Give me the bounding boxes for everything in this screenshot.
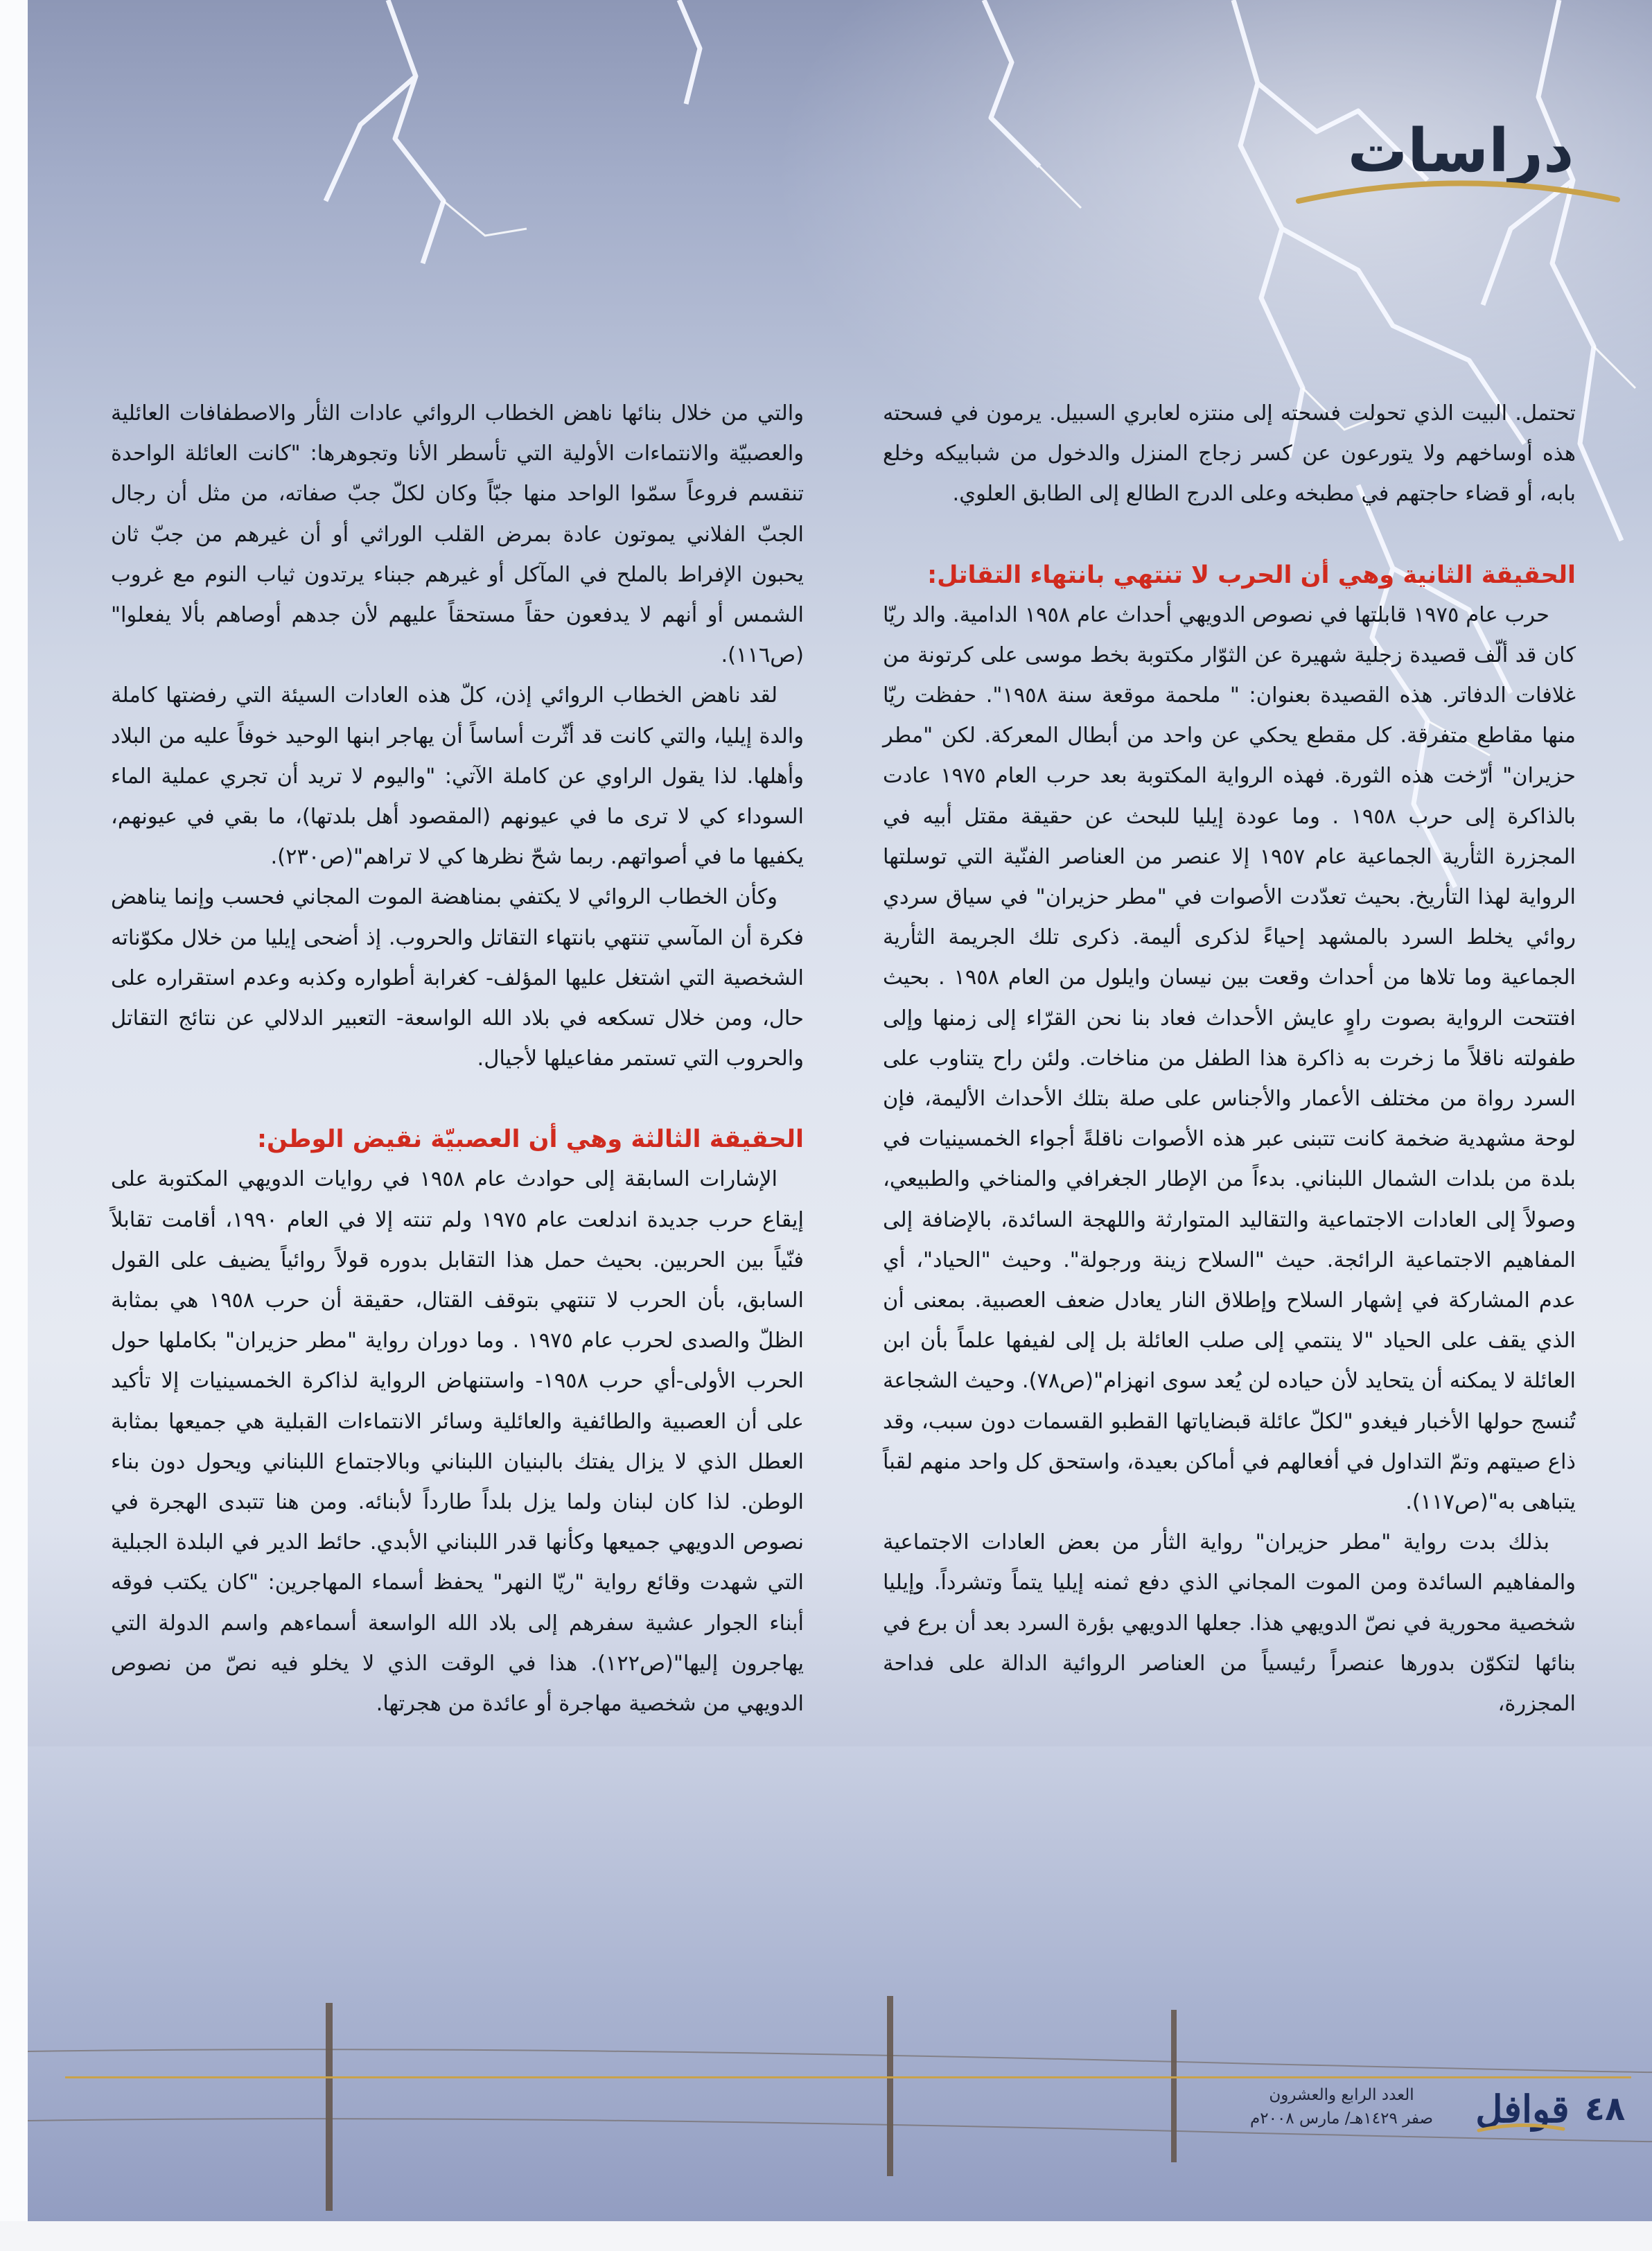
subheading-third-truth: الحقيقة الثالثة وهي أن العصبيّة نقيض الوطن:	[257, 1126, 804, 1154]
paragraph: حرب عام ١٩٧٥ قابلتها في نصوص الدويهي أحداث عام ١٩٥٨ الدامية. والد ريّا كان قد ألّف قصيدة زجلية شهيرة عن الثوّار مكتوبة بخط موسى على كرتونة من غلافات الدفاتر. هذه القصيدة بعنوان: " ملحمة موقعة سنة ١٩٥٨". حفظت ريّا منها مقاطع متفرقة. كل مقطع يحكي عن واحد من أبطال المعركة. لكن "مطر حزيران" أرّخت هذه الثورة. فهذه الرواية المكتوبة بعد حرب العام ١٩٧٥ عادت بالذاكرة إلى حرب ١٩٥٨ . وما عودة إيليا للبحث عن حقيقة مقتل أبيه في المجزرة الثأرية الجماعية عام ١٩٥٧ إلا عنصر من العناصر الفنّية التي توسلتها الرواية لهذا التأريخ. بحيث تعدّدت الأصوات في "مطر حزيران" في سياق سردي روائي يخلط السرد بالمشهد إحياءً لذكرى أليمة. ذكرى تلك الجريمة الثأرية الجماعية وما تلاها من أحداث وقعت بين نيسان وايلول من العام ١٩٥٨ . بحيث افتتحت الرواية بصوت راوٍ عايش الأحداث فعاد بنا نحن القرّاء إلى زمنها وإلى طفولته ناقلاً ما زخرت به ذاكرة هذا الطفل من مناخات. ولئن راح يتناوب على السرد رواة من مختلف الأعمار والأجناس على صلة بتلك الأحداث الأليمة، فإن لوحة مشهدية ضخمة كانت تتبنى عبر هذه الأصوات ناقلةً أجواء الخمسينيات في بلدة من بلدات الشمال اللبناني. بدءاً من الإطار الجغرافي والمناخي والطبيعي، وصولاً إلى العادات الاجتماعية والتقاليد المتوارثة واللهجة السائدة، بالإضافة إلى المفاهيم الاجتماعية الرائجة. حيث "السلاح زينة ورجولة". وحيث "الحياد"، أي عدم المشاركة في إشهار السلاح وإطلاق النار يعادل ضعف العصبية. بمعنى أن الذي يقف على الحياد "لا ينتمي إلى صلب العائلة بل إلى لفيفها علماً بأن ابن العائلة لا يمكنه أن يتحايد لأن حياده لن يُعد سوى انهزام"(ص٧٨). وحيث الشجاعة تُنسج حولها الأخبار فيغدو "لكلّ عائلة قبضاياتها القطبو القسمات دون سبب، وقد ذاع صيتهم وتمّ التداول في أفعالهم في أماكن بعيدة، واستحق كل واحد منهم لقباً يتباهى به"(ص١١٧).	[883, 602, 1576, 1515]
page-margin-bottom	[0, 2221, 1652, 2251]
logo-swoosh-decoration	[1476, 2122, 1566, 2135]
page-number: ٤٨	[1584, 2090, 1626, 2128]
article-column-right	[883, 394, 1576, 1724]
issue-info	[1224, 2083, 1459, 2130]
page-margin-left	[0, 0, 28, 2251]
paragraph: لقد ناهض الخطاب الروائي إذن، كلّ هذه العادات السيئة التي رفضتها كاملة والدة إيليا، والتي كانت قد أثّرت أساساً أن يهاجر ابنها الوحيد خوفاً عليه من البلاد وأهلها. لذا يقول الراوي عن كاملة الآتي: "واليوم لا تريد أن تجري عملية الماء السوداء كي لا ترى ما في عيونهم (المقصود أهل بلدتها)، ما بقي في عيونهم، يكفيها ما في أصواتهم. ربما شحّ نظرها كي لا تراهم"(ص٢٣٠).	[111, 683, 804, 870]
title-swoosh-decoration	[1292, 173, 1624, 215]
magazine-logo: قوافل	[1475, 2087, 1570, 2131]
paragraph: تحتمل. البيت الذي تحولت فسحته إلى منتزه لعابري السبيل. يرمون في فسحته هذه أوساخهم ولا يتورعون عن كسر زجاج المنزل والدخول من شبابيكه وخلع بابه، أو قضاء حاجتهم في مطبخه وعلى الدرج الطالع إلى الطابق العلوي.	[883, 401, 1576, 507]
paragraph: وكأن الخطاب الروائي لا يكتفي بمناهضة الموت المجاني فحسب وإنما يناهض فكرة أن المآسي تنتهي بانتهاء التقاتل والحروب. إذ أضحى إيليا من خلال مكوّناته الشخصية التي اشتغل عليها المؤلف- كغرابة أطواره وكذبه وعدم استقراره على حال، ومن خلال تسكعه في بلاد الله الواسعة- التعبير الدلالي عن نتائج التقاتل والحروب التي تستمر مفاعيلها لأجيال.	[111, 885, 804, 1071]
paragraph: الإشارات السابقة إلى حوادث عام ١٩٥٨ في روايات الدويهي المكتوبة على إيقاع حرب جديدة اندلعت عام ١٩٧٥ ولم تنته إلا في العام ١٩٩٠، أقامت تقابلاً فنّياً بين الحربين. بحيث حمل هذا التقابل بدوره قولاً روائياً يضيف على القول السابق، بأن الحرب لا تنتهي بتوقف القتال، حقيقة أن حرب ١٩٥٨ هي بمثابة الظلّ والصدى لحرب عام ١٩٧٥ . وما دوران رواية "مطر حزيران" بكاملها حول الحرب الأولى-أي حرب ١٩٥٨- واستنهاض الرواية لذاكرة الخمسينيات إلا تأكيد على أن العصبية والطائفية والعائلية وسائر الانتماءات القبلية هي جميعها بمثابة العطل الذي لا يزال يفتك بالبنيان اللبناني وبالاجتماع اللبناني ويحول دون بناء الوطن. لذا كان لبنان ولما يزل بلداً طارداً لأبنائه. ومن هنا تتبدى الهجرة في نصوص الدويهي جميعها وكأنها قدر اللبناني الأبدي. حائط الدير في البلدة الجبلية التي شهدت وقائع رواية "ريّا النهر" يحفظ أسماء المهاجرين: "كان يكتب فوقه أبناء الجوار عشية سفرهم إلى بلاد الله الواسعة أسماءهم واسم الدولة التي يهاجرون إليها"(ص١٢٢). هذا في الوقت الذي لا يخلو فيه نصّ من نصوص الدويهي من شخصية مهاجرة أو عائدة من هجرتها.	[111, 1167, 804, 1717]
footer-rule	[65, 2076, 1631, 2078]
paragraph: والتي من خلال بنائها ناهض الخطاب الروائي عادات الثأر والاصطفافات العائلية والعصبيّة والانتماءات الأولية التي تأسطر الأنا وتجوهرها: "كانت العائلة الواحدة تنقسم فروعاً سمّوا الواحد منها جبّاً وكان لكلّ جبّ صفاته، من مثل أن رجال الجبّ الفلاني يموتون عادة بمرض القلب الوراثي أو أن غيرهم من جبّ ثان يحبون الإفراط بالملح في المآكل أو غيرهم جبناء يرتدون ثياب النوم مع غروب الشمس أو أنهم لا يدفعون حقاً مستحقاً عليهم لأن جدهم أوصاهم بألا يفعلوا"(ص١١٦).	[111, 401, 804, 668]
issue-number: العدد الرابع والعشرون	[1269, 2086, 1414, 2104]
issue-date: صفر ١٤٢٩هـ/ مارس ٢٠٠٨م	[1249, 2110, 1433, 2128]
section-title: دراسات	[1347, 116, 1574, 186]
article-column-left	[111, 394, 804, 1724]
subheading-second-truth: الحقيقة الثانية وهي أن الحرب لا تنتهي بانتهاء التقاتل:	[927, 561, 1576, 589]
paragraph: بذلك بدت رواية "مطر حزيران" رواية الثأر من بعض العادات الاجتماعية والمفاهيم السائدة ومن الموت المجاني الذي دفع ثمنه إيليا يتماً وتشرداً. وإيليا شخصية محورية في نصّ الدويهي هذا. جعلها الدويهي بؤرة السرد بعد أن برع في بنائها لتكوّن بدورها عنصراً رئيسياً من العناصر الروائية الدالة على فداحة المجزرة،	[883, 1530, 1576, 1717]
